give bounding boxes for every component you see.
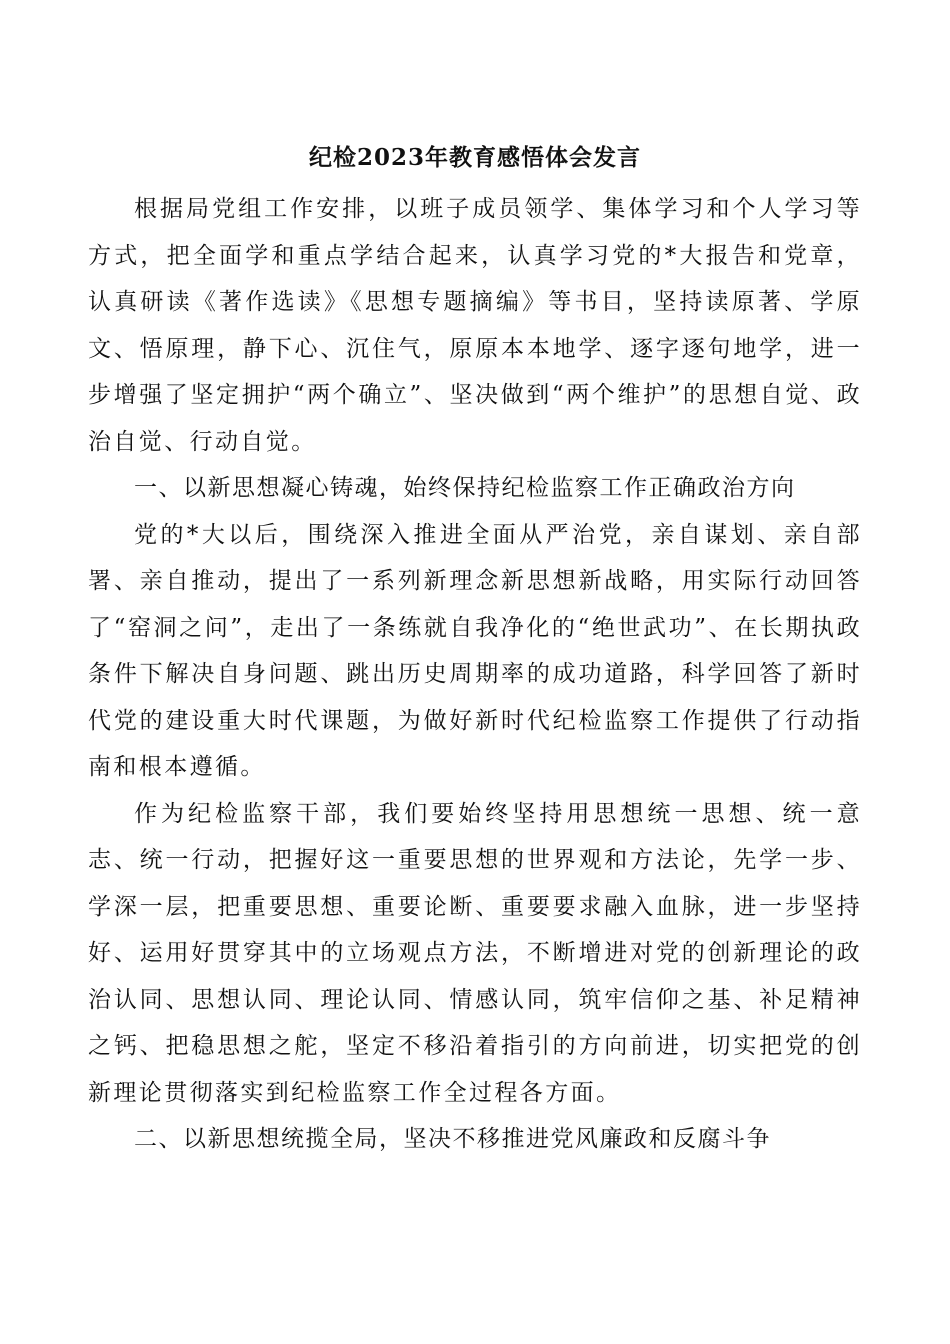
section-1-paragraph-2: 作为纪检监察干部，我们要始终坚持用思想统一思想、统一意志、统一行动，把握好这一重要思想的世界观和方法论，先学一步、学深一层，把重要思想、重要论断、重要要求融入血脉，进一步坚持好、运用好贯穿其中的立场观点方法，不断增进对党的创新理论的政治认同、思想认同、理论认同、情感认同，筑牢信仰之基、补足精神之钙、把稳思想之舵，坚定不移沿着指引的方向前进，切实把党的创新理论贯彻落实到纪检监察工作全过程各方面。 — [88, 800, 862, 1106]
section-heading-2: 二、以新思想统揽全局，坚决不移推进党风廉政和反腐斗争 — [134, 1126, 771, 1152]
intro-paragraph: 根据局党组工作安排，以班子成员领学、集体学习和个人学习等方式，把全面学和重点学结合起来，认真学习党的*大报告和党章，认真研读《著作选读》《思想专题摘编》等书目，坚持读原著、学原文、悟原理，静下心、沉住气，原原本本地学、逐字逐句地学，进一步增强了坚定拥护“两个确立”、坚决做到“两个维护”的思想自觉、政治自觉、行动自觉。 — [88, 196, 862, 455]
document-title: 纪检2023年教育感悟体会发言 — [308, 144, 641, 171]
section-1-paragraph-1: 党的*大以后，围绕深入推进全面从严治党，亲自谋划、亲自部署、亲自推动，提出了一系列新理念新思想新战略，用实际行动回答了“窑洞之问”，走出了一条练就自我净化的“绝世武功”、在长期执政条件下解决自身问题、跳出历史周期率的成功道路，科学回答了新时代党的建设重大时代课题，为做好新时代纪检监察工作提供了行动指南和根本遵循。 — [88, 521, 862, 780]
section-heading-1: 一、以新思想凝心铸魂，始终保持纪检监察工作正确政治方向 — [134, 475, 796, 501]
document-body — [88, 186, 862, 1163]
